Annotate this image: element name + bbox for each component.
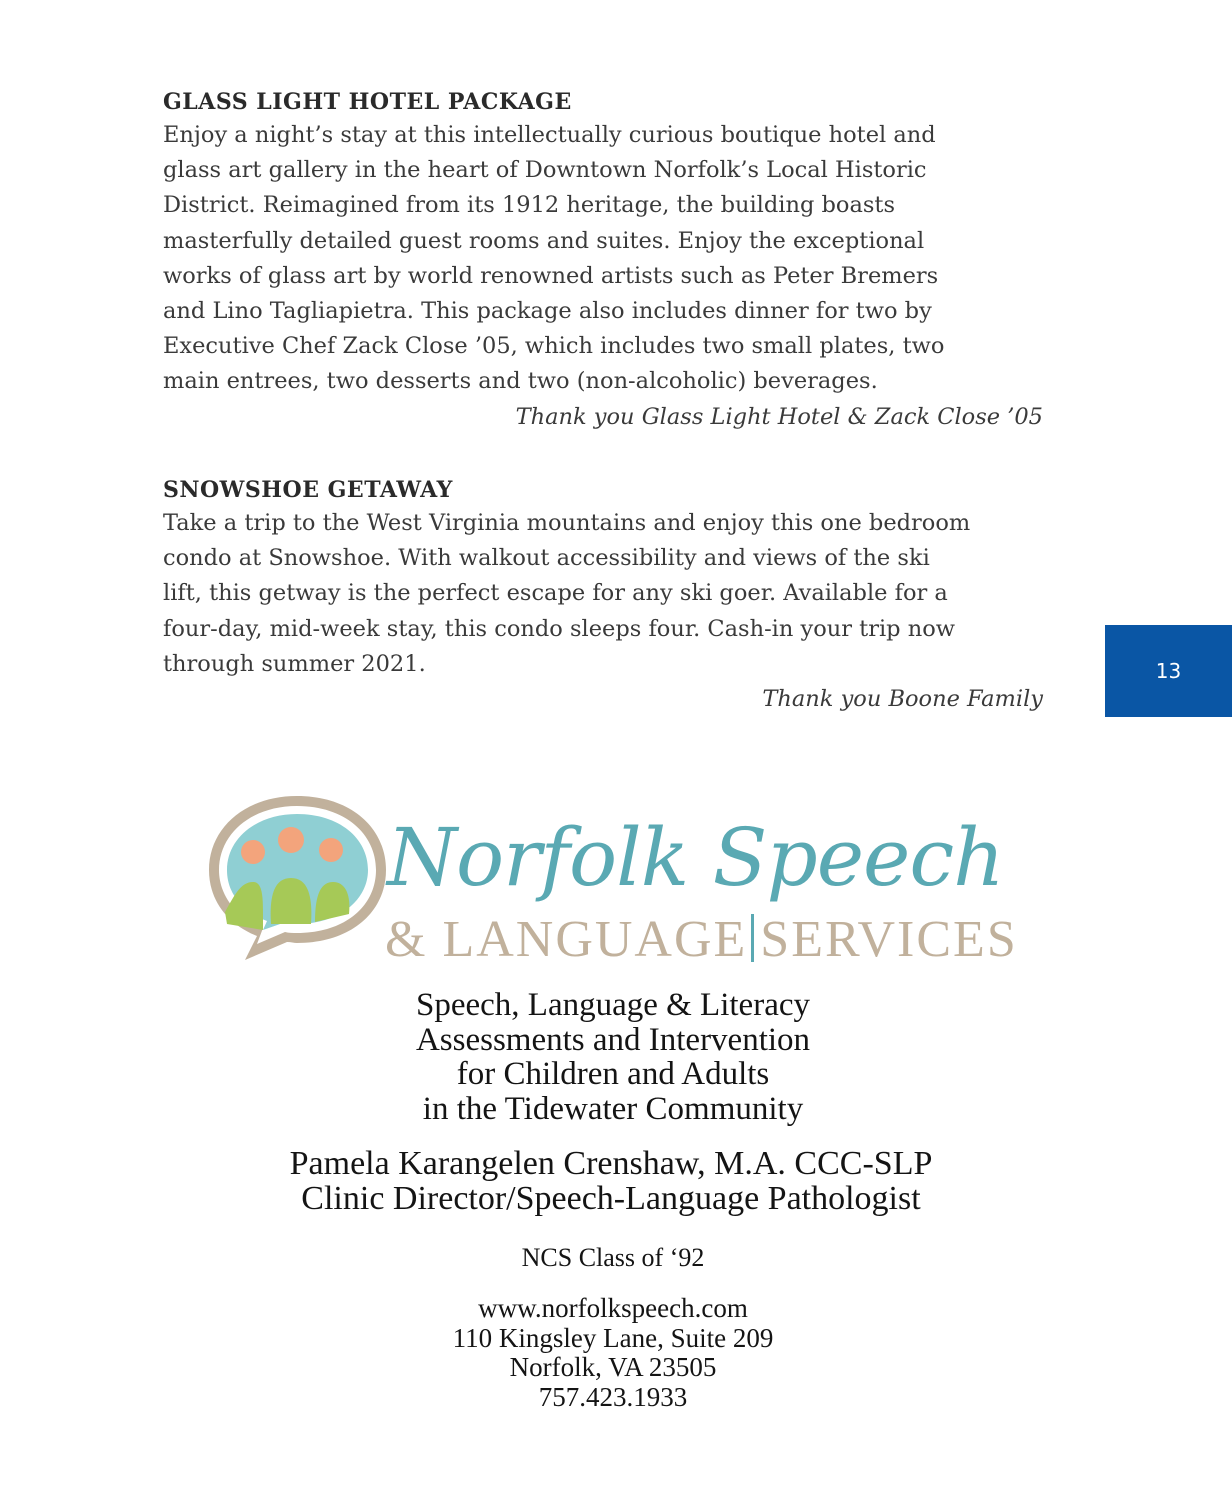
logo-divider [751, 914, 754, 962]
logo-subtitle [385, 912, 1018, 968]
ad-person-title: Clinic Director/Speech-Language Pathologist [301, 1180, 921, 1217]
ad-phone: 757.423.1933 [538, 1381, 688, 1412]
ad-address-line: 110 Kingsley Lane, Suite 209 [452, 1322, 774, 1353]
ad-website: www.norfolkspeech.com [478, 1293, 748, 1323]
section-heading: SNOWSHOE GETAWAY [163, 477, 453, 503]
ad-class-note: NCS Class of ‘92 [521, 1243, 705, 1272]
ad-services [0, 988, 1226, 1126]
ad-person-name: Pamela Karangelen Crenshaw, M.A. CCC-SLP [289, 1145, 933, 1182]
section-body: Enjoy a night’s stay at this intellectually curious boutique hotel and glass art gallery in the heart of Downtown Norfolk’s Local Historic District. Reimagined from its 1912 heritage, the building boasts masterfully detailed guest rooms and suites. Enjoy the exceptional works of glass art by world renowned artists such as Peter Bremers and Lino Tagliapietra. This package also includes dinner for two by Executive Chef Zack Close ’05, which includes two small plates, two main entrees, two desserts and two (non-alcoholic) beverages. [163, 122, 945, 395]
ad-service-line: in the Tidewater Community [422, 1090, 804, 1127]
section-thanks: Thank you Glass Light Hotel & Zack Close ’05 [515, 403, 1043, 430]
section-heading: GLASS LIGHT HOTEL PACKAGE [163, 89, 572, 115]
speech-bubble-icon [205, 790, 390, 965]
ad-person [0, 1146, 1222, 1216]
section-thanks: Thank you Boone Family [762, 686, 1043, 713]
ad-contact [0, 1294, 1226, 1412]
ad-service-line: Assessments and Intervention [415, 1021, 811, 1058]
norfolk-speech-logo [205, 790, 1035, 975]
logo-sub-right: SERVICES [760, 911, 1018, 968]
page-number-tab: 13 [1105, 625, 1232, 717]
ad-city-line: Norfolk, VA 23505 [509, 1352, 717, 1382]
glass-light-section [163, 86, 1043, 435]
ad-service-line: for Children and Adults [456, 1056, 770, 1092]
snowshoe-section [163, 474, 1043, 717]
logo-script-text: Norfolk Speech [387, 811, 1004, 904]
logo-sub-left: & LANGUAGE [385, 911, 748, 968]
section-body: Take a trip to the West Virginia mountains and enjoy this one bedroom condo at Snowshoe. With walkout accessibility and views of the ski lift, this getway is the perfect escape for any ski goer. Available for a four-day, mid-week stay, this condo sleeps four. Cash-in your trip now through summer 2021. [163, 510, 971, 677]
ad-service-line: Speech, Language & Literacy [416, 987, 810, 1023]
